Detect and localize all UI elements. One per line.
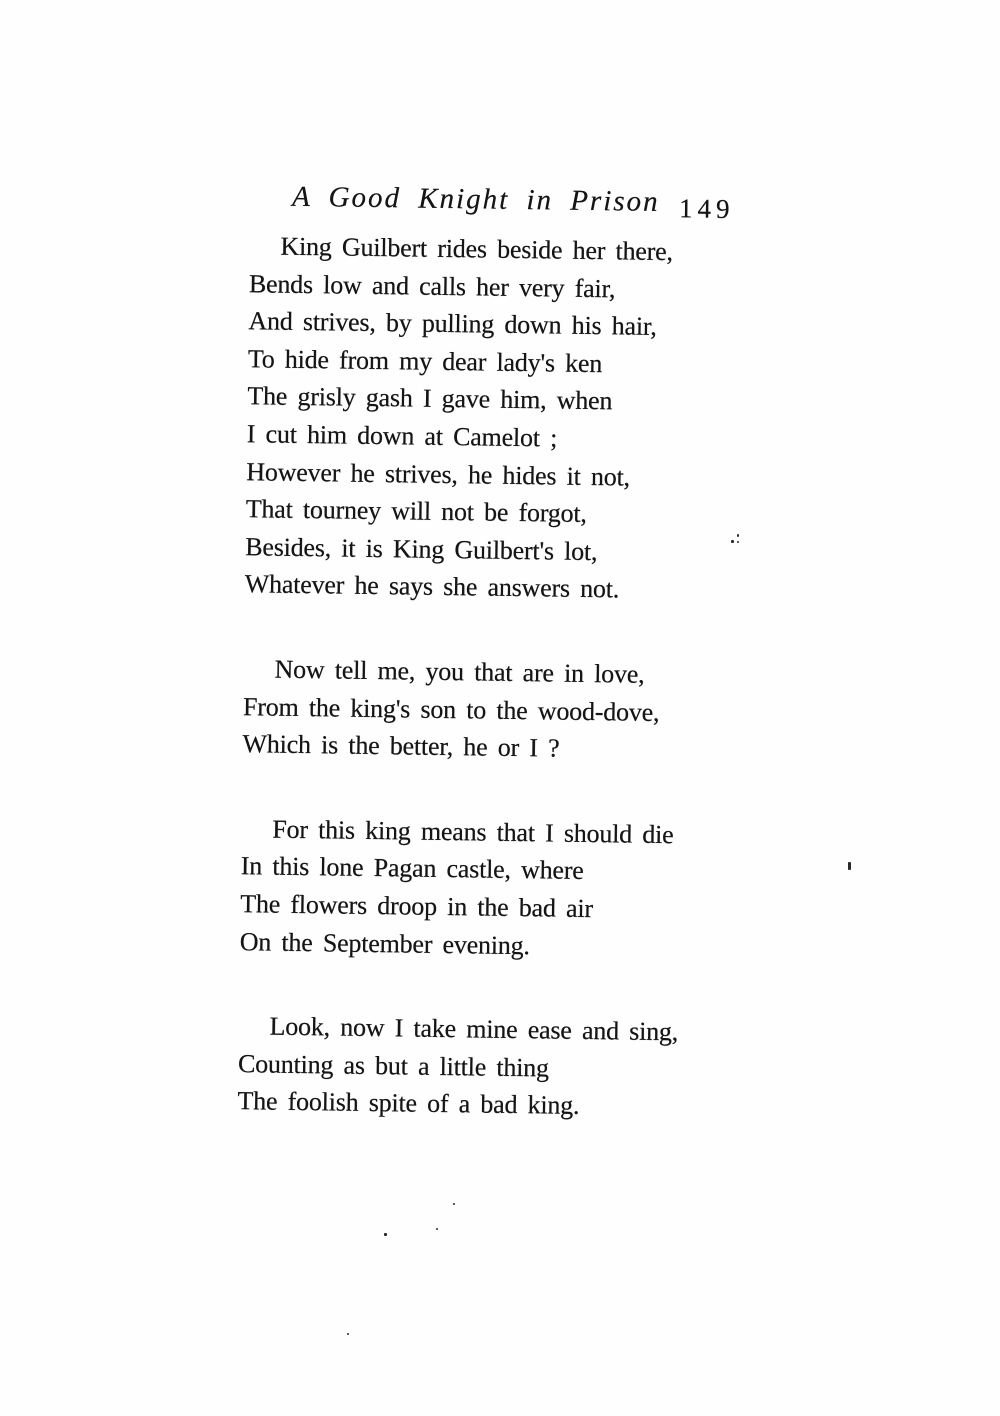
poem-line: For this king means that I should die <box>272 814 674 849</box>
poem-line: On the September evening. <box>239 926 530 960</box>
poem-line: From the king's son to the wood-dove, <box>242 691 660 727</box>
poem-line: However he strives, he hides it not, <box>246 456 631 492</box>
poem-line: I cut him down at Camelot ; <box>246 419 558 453</box>
scan-speck <box>737 541 739 543</box>
stanza-4 <box>237 1007 678 1126</box>
poem-line: Bends low and calls her very fair, <box>248 268 616 303</box>
scan-speck <box>848 862 851 870</box>
scan-speck <box>453 1203 455 1205</box>
poem-line: To hide from my dear lady's ken <box>247 343 603 378</box>
poem-line: The foolish spite of a bad king. <box>237 1086 580 1121</box>
stanza-2 <box>242 650 683 769</box>
stanza-3 <box>239 810 681 966</box>
poem-line: In this lone Pagan castle, where <box>240 851 584 886</box>
scan-speck <box>731 540 734 543</box>
poem-line: The grisly gash I gave him, when <box>247 381 613 416</box>
scan-speck <box>347 1333 349 1335</box>
poem <box>237 227 689 1126</box>
stanza-1 <box>244 227 689 609</box>
scan-speck <box>384 1233 387 1236</box>
poem-line: That tourney will not be forgot, <box>245 494 587 529</box>
poem-line: King Guilbert rides beside her there, <box>280 231 673 267</box>
poem-line: Whatever he says she answers not. <box>244 569 620 604</box>
page-title: A Good Knight in Prison <box>291 180 660 218</box>
poem-line: Which is the better, he or I ? <box>242 729 560 763</box>
poem-line: Besides, it is King Guilbert's lot, <box>245 531 598 566</box>
scan-speck <box>737 534 739 537</box>
poem-line: Now tell me, you that are in love, <box>274 654 645 689</box>
page-number: 149 <box>678 193 735 224</box>
poem-line: Counting as but a little thing <box>237 1048 549 1083</box>
scan-speck <box>436 1228 438 1230</box>
poem-line: And strives, by pulling down his hair, <box>248 306 657 342</box>
poem-line: The flowers droop in the bad air <box>240 888 594 923</box>
poem-line: Look, now I take mine ease and sing, <box>269 1011 679 1047</box>
